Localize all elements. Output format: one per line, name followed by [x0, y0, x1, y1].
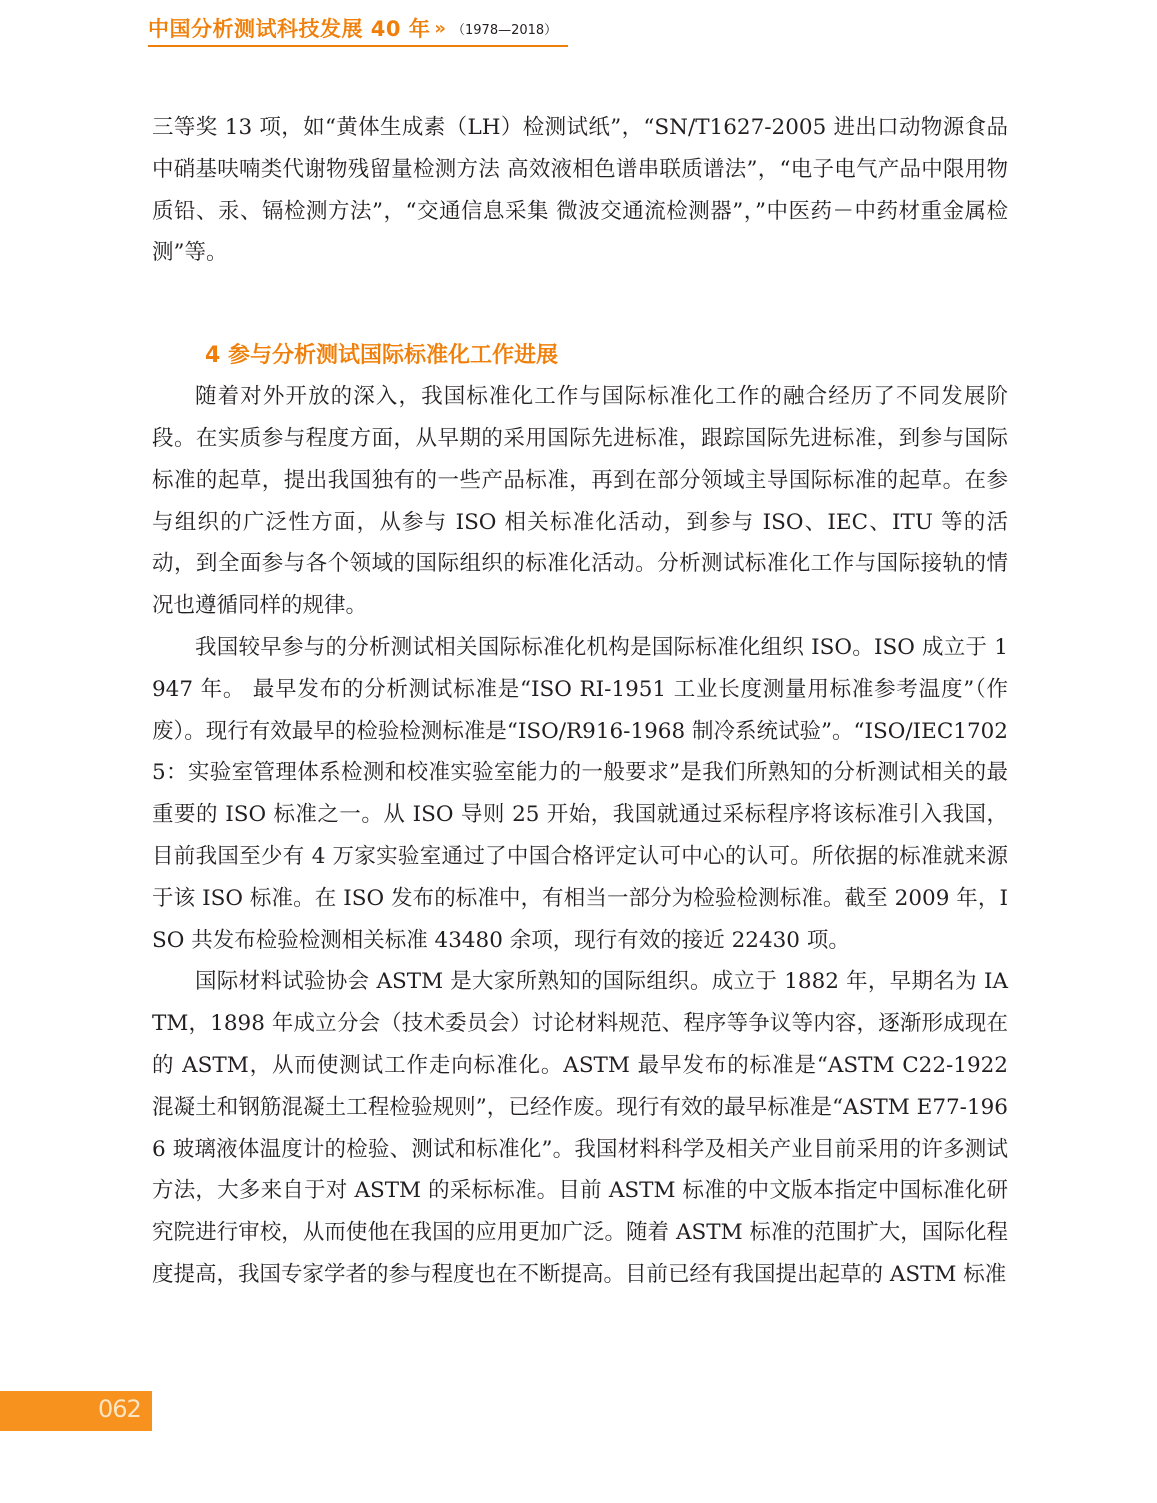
year-range: （1978—2018）: [452, 22, 558, 38]
intro-paragraph: 三等奖 13 项，如“黄体生成素（LH）检测试纸”，“SN/T1627-2005 进出口动物源食品中硝基呋喃类代谢物残留量检测方法 高效液相色谱串联质谱法”，“电子电气产品中限用物质铅、汞、镉检测方法”，“交通信息采集 微波交通流检测器”，”中医药－中药材重金属检测”等。: [152, 115, 1008, 266]
paragraph-3: 国际材料试验协会 ASTM 是大家所熟知的国际组织。成立于 1882 年，早期名为 IATM，1898 年成立分会（技术委员会）讨论材料规范、程序等争议等内容，逐渐形成现在的 ASTM，从而使测试工作走向标准化。ASTM 最早发布的标准是“ASTM C22-1922 混凝土和钢筋混凝土工程检验规则”，已经作废。现行有效的最早标准是“ASTM E77-1966 玻璃液体温度计的检验、测试和标准化”。我国材料科学及相关产业目前采用的许多测试方法，大多来自于对 ASTM 的采标标准。目前 ASTM 标准的中文版本指定中国标准化研究院进行审校，从而使他在我国的应用更加广泛。随着 ASTM 标准的范围扩大，国际化程度提高，我国专家学者的参与程度也在不断提高。目前已经有我国提出起草的 ASTM 标准: [152, 969, 1008, 1287]
book-title: 中国分析测试科技发展 40 年: [148, 17, 431, 41]
paragraph-2: 我国较早参与的分析测试相关国际标准化机构是国际标准化组织 ISO。ISO 成立于 1947 年。 最早发布的分析测试标准是“ISO RI-1951 工业长度测量用标准参考温度”（作废）。现行有效最早的检验检测标准是“ISO/R916-1968 制冷系统试验”。“ISO/IEC17025：实验室管理体系检测和校准实验室能力的一般要求”是我们所熟知的分析测试相关的最重要的 ISO 标准之一。从 ISO 导则 25 开始，我国就通过采标程序将该标准引入我国，目前我国至少有 4 万家实验室通过了中国合格评定认可中心的认可。所依据的标准就来源于该 ISO 标准。在 ISO 发布的标准中，有相当一部分为检验检测标准。截至 2009 年，ISO 共发布检验检测相关标准 43480 余项，现行有效的接近 22430 项。: [152, 634, 1008, 953]
page-body: [152, 107, 1008, 1296]
section-heading: 4 参与分析测试国际标准化工作进展: [205, 343, 558, 369]
page-number: 062: [98, 1395, 141, 1423]
double-chevron-icon: »: [434, 17, 446, 39]
running-header: [148, 10, 557, 46]
paragraph-1: 随着对外开放的深入，我国标准化工作与国际标准化工作的融合经历了不同发展阶段。在实质参与程度方面，从早期的采用国际先进标准，跟踪国际先进标准，到参与国际标准的起草，提出我国独有的一些产品标准，再到在部分领域主导国际标准的起草。在参与组织的广泛性方面，从参与 ISO 相关标准化活动，到参与 ISO、IEC、ITU 等的活动，到全面参与各个领域的国际组织的标准化活动。分析测试标准化工作与国际接轨的情况也遵循同样的规律。: [152, 384, 1008, 619]
header-rule: [148, 45, 568, 47]
